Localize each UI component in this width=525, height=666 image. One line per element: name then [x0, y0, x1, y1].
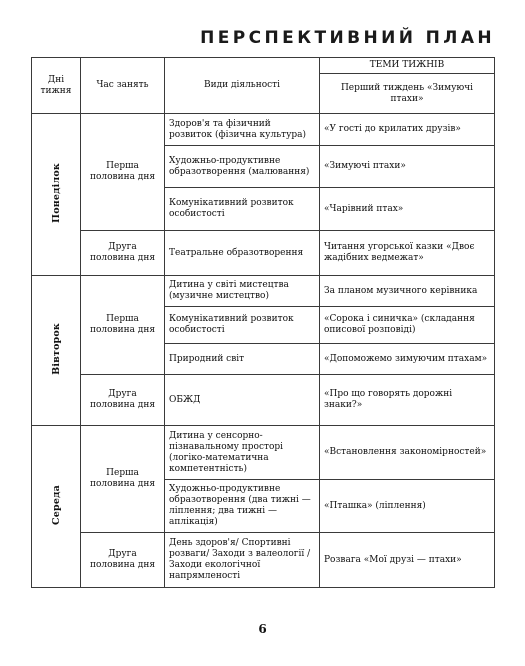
topic-cell: «У гості до крилатих друзів» [320, 114, 495, 146]
topic-cell: Читання угорської казки «Двоє жадібних ведмежат» [320, 231, 495, 276]
half-label: Друга половина дня [81, 533, 165, 588]
activity-cell: День здоров'я/ Спортивні розваги/ Заходи з валеології /Заходи екологічної напрямленості [165, 533, 320, 588]
header-week1: Перший тиждень «Зимуючі птахи» [320, 74, 495, 114]
topic-cell: «Допоможемо зимуючим птахам» [320, 344, 495, 375]
topic-cell: «Зимуючі птахи» [320, 146, 495, 188]
topic-cell: «Пташка» (ліплення) [320, 480, 495, 533]
half-label: Перша половина дня [81, 114, 165, 231]
day-monday: Понеділок [32, 114, 81, 276]
topic-cell: «Чарівний птах» [320, 188, 495, 231]
table-row [32, 533, 495, 588]
activity-cell: Художньо-продуктивне образотворення (малювання) [165, 146, 320, 188]
table-row [32, 231, 495, 276]
header-themes: ТЕМИ ТИЖНІВ [320, 58, 495, 74]
table-row [32, 276, 495, 307]
activity-cell: Природний світ [165, 344, 320, 375]
topic-cell: «Сорока і синичка» (складання описової розповіді) [320, 307, 495, 344]
topic-cell: Розвага «Мої друзі — птахи» [320, 533, 495, 588]
half-label: Друга половина дня [81, 231, 165, 276]
half-label: Перша половина дня [81, 276, 165, 375]
table-row [32, 426, 495, 480]
half-label: Перша половина дня [81, 426, 165, 533]
activity-cell: Комунікативний розвиток особистості [165, 307, 320, 344]
header-days: Дні тижня [32, 58, 81, 114]
table-row [32, 114, 495, 146]
table-row [32, 375, 495, 426]
activity-cell: Комунікативний розвиток особистості [165, 188, 320, 231]
header-time: Час занять [81, 58, 165, 114]
activity-cell: Художньо-продуктивне образотворення (два тижні — ліплення; два тижні — аплікація) [165, 480, 320, 533]
day-wednesday: Середа [32, 426, 81, 588]
activity-cell: Дитина у сенсорно-пізнавальному просторі (логіко-математична компетентність) [165, 426, 320, 480]
page-number: 6 [258, 622, 267, 636]
header-activities: Види діяльності [165, 58, 320, 114]
plan-table [31, 57, 495, 588]
activity-cell: ОБЖД [165, 375, 320, 426]
page-title: ПЕРСПЕКТИВНИЙ ПЛАН [200, 28, 495, 48]
activity-cell: Театральне образотворення [165, 231, 320, 276]
activity-cell: Здоров'я та фізичний розвиток (фізична культура) [165, 114, 320, 146]
day-tuesday: Вівторок [32, 276, 81, 426]
topic-cell: За планом музичного керівника [320, 276, 495, 307]
topic-cell: «Встановлення закономірностей» [320, 426, 495, 480]
activity-cell: Дитина у світі мистецтва (музичне мистецтво) [165, 276, 320, 307]
half-label: Друга половина дня [81, 375, 165, 426]
topic-cell: «Про що говорять дорожні знаки?» [320, 375, 495, 426]
